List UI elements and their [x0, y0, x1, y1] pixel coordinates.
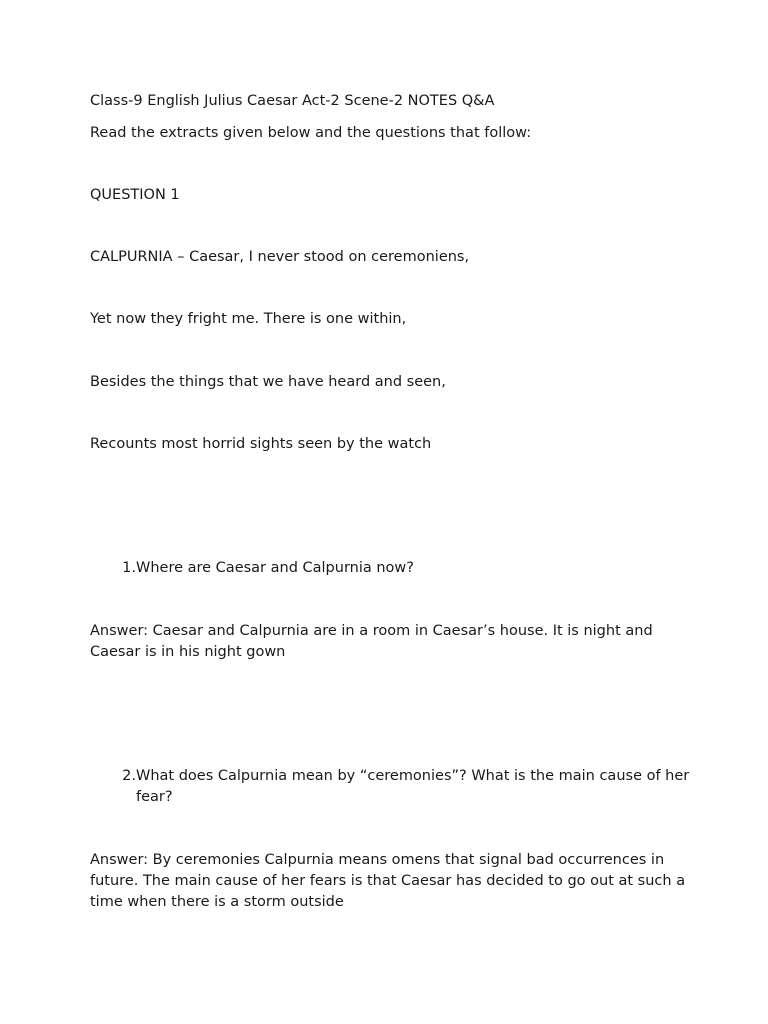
answer-text: Answer: By ceremonies Calpurnia means omens that signal bad occurrences in future. The main cause of her fears is that Caesar has decided to go out at such a time when there is a storm outside — [90, 852, 686, 910]
answer-text: Answer: Caesar and Calpurnia are in a room in Caesar’s house. It is night and Caesar is in his night gown — [90, 623, 653, 660]
extract-line: Yet now they fright me. There is one within, — [90, 311, 407, 327]
question-number: 1. — [122, 560, 136, 576]
question-number: 2. — [122, 768, 136, 784]
question-text: What does Calpurnia mean by “ceremonies”? What is the main cause of her fear? — [136, 768, 690, 805]
instruction-text: Read the extracts given below and the questions that follow: — [90, 125, 532, 141]
document-title: Class-9 English Julius Caesar Act-2 Scene-2 NOTES Q&A — [90, 93, 495, 109]
question-heading: QUESTION 1 — [90, 187, 180, 203]
extract-line: Besides the things that we have heard and seen, — [90, 374, 446, 390]
extract-line: CALPURNIA – Caesar, I never stood on ceremoniens, — [90, 249, 470, 265]
question-item — [90, 766, 690, 808]
question-item — [90, 558, 690, 579]
question-text: Where are Caesar and Calpurnia now? — [136, 560, 414, 576]
extract-line: Recounts most horrid sights seen by the watch — [90, 436, 432, 452]
